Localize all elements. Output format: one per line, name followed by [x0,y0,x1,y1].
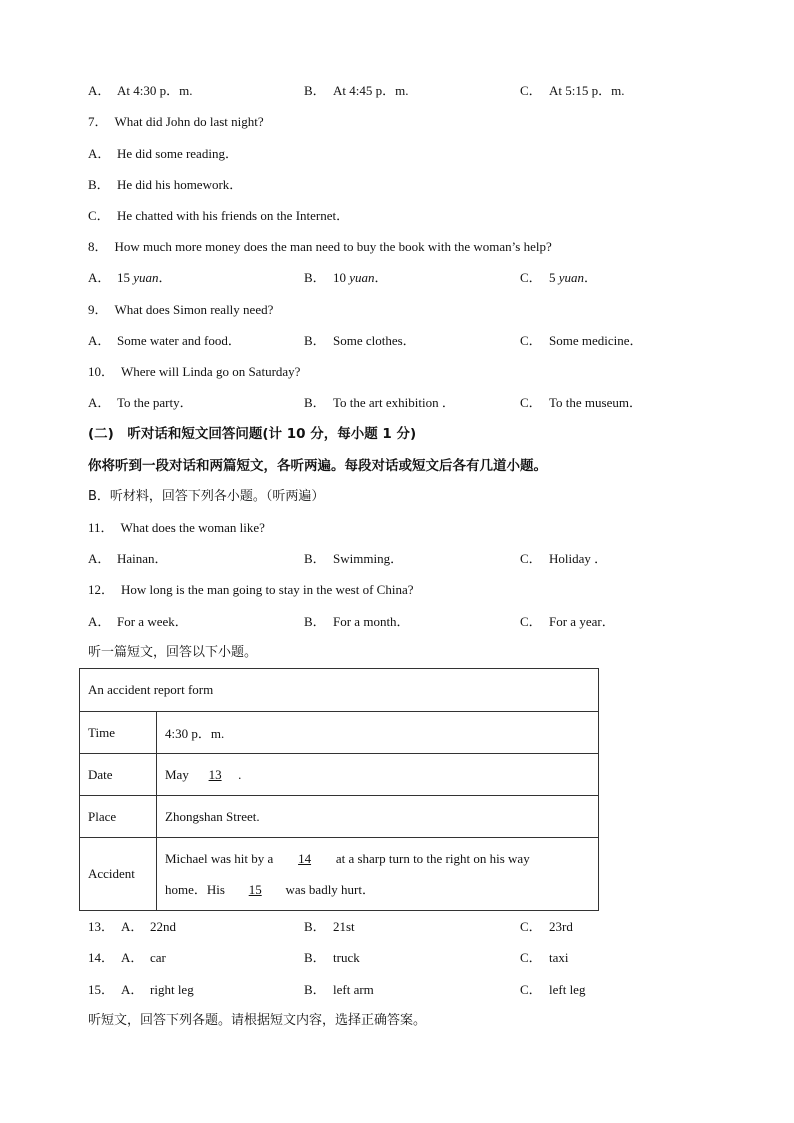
table-row [80,838,599,911]
q6-option-c: C． At 5:15 p．m. [520,83,625,98]
q14-options [0,950,794,966]
q10-option-c: C． To the museum． [520,395,642,410]
time-value: 4:30 p．m. [157,712,599,754]
q11-options [0,551,794,567]
blank-13: 13 [208,766,222,782]
q15-option-b: B． left arm [304,982,374,997]
q11-question: 11． What does the woman like? [88,520,265,535]
q12-question: 12． How long is the man going to stay in the west of China? [88,582,414,597]
passage-intro: 听一篇短文，回答以下小题。 [88,645,258,660]
time-label: Time [80,712,157,754]
q12-option-a: A． For a week． [88,614,188,629]
section-heading: (二) 听对话和短文回答问题(计 10 分，每小题 1 分) [88,426,417,442]
q9-option-c: C． Some medicine． [520,333,643,348]
q13-option-b: B． 21st [304,919,355,934]
date-label: Date [80,754,157,796]
q7-question: 7． What did John do last night? [88,114,264,129]
q7-option-b: B． He did his homework． [88,177,243,192]
q8-option-c: C． 5 yuan． [520,270,598,285]
q13-options [0,919,794,935]
accident-label: Accident [80,838,157,911]
q15-options [0,982,794,998]
q8-question: 8． How much more money does the man need to buy the book with the woman’s help? [88,239,552,254]
blank-15: 15 [248,882,262,897]
q6-options [0,83,794,99]
table-row [80,796,599,838]
place-value: Zhongshan Street. [157,796,599,838]
section-instruction: 你将听到一段对话和两篇短文，各听两遍。每段对话或短文后各有几道小题。 [88,458,547,474]
q12-option-c: C． For a year． [520,614,615,629]
q12-options [0,614,794,630]
table-row [80,669,599,712]
accident-report-table [79,668,599,911]
q13-option-c: C． 23rd [520,919,573,934]
q9-question: 9． What does Simon really need? [88,302,274,317]
q14-option-c: C． taxi [520,950,569,965]
final-instruction: 听短文，回答下列各题。请根据短文内容，选择正确答案。 [88,1013,427,1028]
q9-option-a: A． Some water and food． [88,333,241,348]
q10-option-a: A． To the party． [88,395,193,410]
q15-option-a: 15． A． right leg [88,982,194,997]
q11-option-a: A． Hainan． [88,551,168,566]
q8-options [0,270,794,286]
q11-option-c: C． Holiday ． [520,551,608,566]
table-row [80,754,599,796]
q12-option-b: B． For a month． [304,614,410,629]
report-title: An accident report form [80,669,599,712]
q9-option-b: B． Some clothes． [304,333,416,348]
q14-option-a: 14． A． car [88,950,166,965]
q9-options [0,333,794,349]
q10-option-b: B． To the art exhibition ． [304,395,455,410]
table-row [80,712,599,754]
q7-option-a: A． He did some reading． [88,146,238,161]
place-label: Place [80,796,157,838]
q10-options [0,395,794,411]
q8-option-b: B． 10 yuan． [304,270,388,285]
q6-option-a: A． At 4:30 p．m. [88,83,193,98]
q14-option-b: B． truck [304,950,360,965]
q8-option-a: A． 15 yuan． [88,270,172,285]
q7-option-c: C． He chatted with his friends on the Internet． [88,208,350,223]
q11-option-b: B． Swimming． [304,551,404,566]
q13-option-a: 13． A． 22nd [88,919,177,934]
blank-14: 14 [298,851,312,866]
q6-option-b: B． At 4:45 p．m. [304,83,409,98]
date-value: May 13 . [157,754,599,796]
accident-value: Michael was hit by a 14 at a sharp turn to the right on his way home．His 15 was badly hurt． [157,838,599,911]
section-subheading: B．听材料，回答下列各小题。（听两遍） [88,489,325,504]
q15-option-c: C． left leg [520,982,586,997]
q10-question: 10． Where will Linda go on Saturday? [88,364,301,379]
